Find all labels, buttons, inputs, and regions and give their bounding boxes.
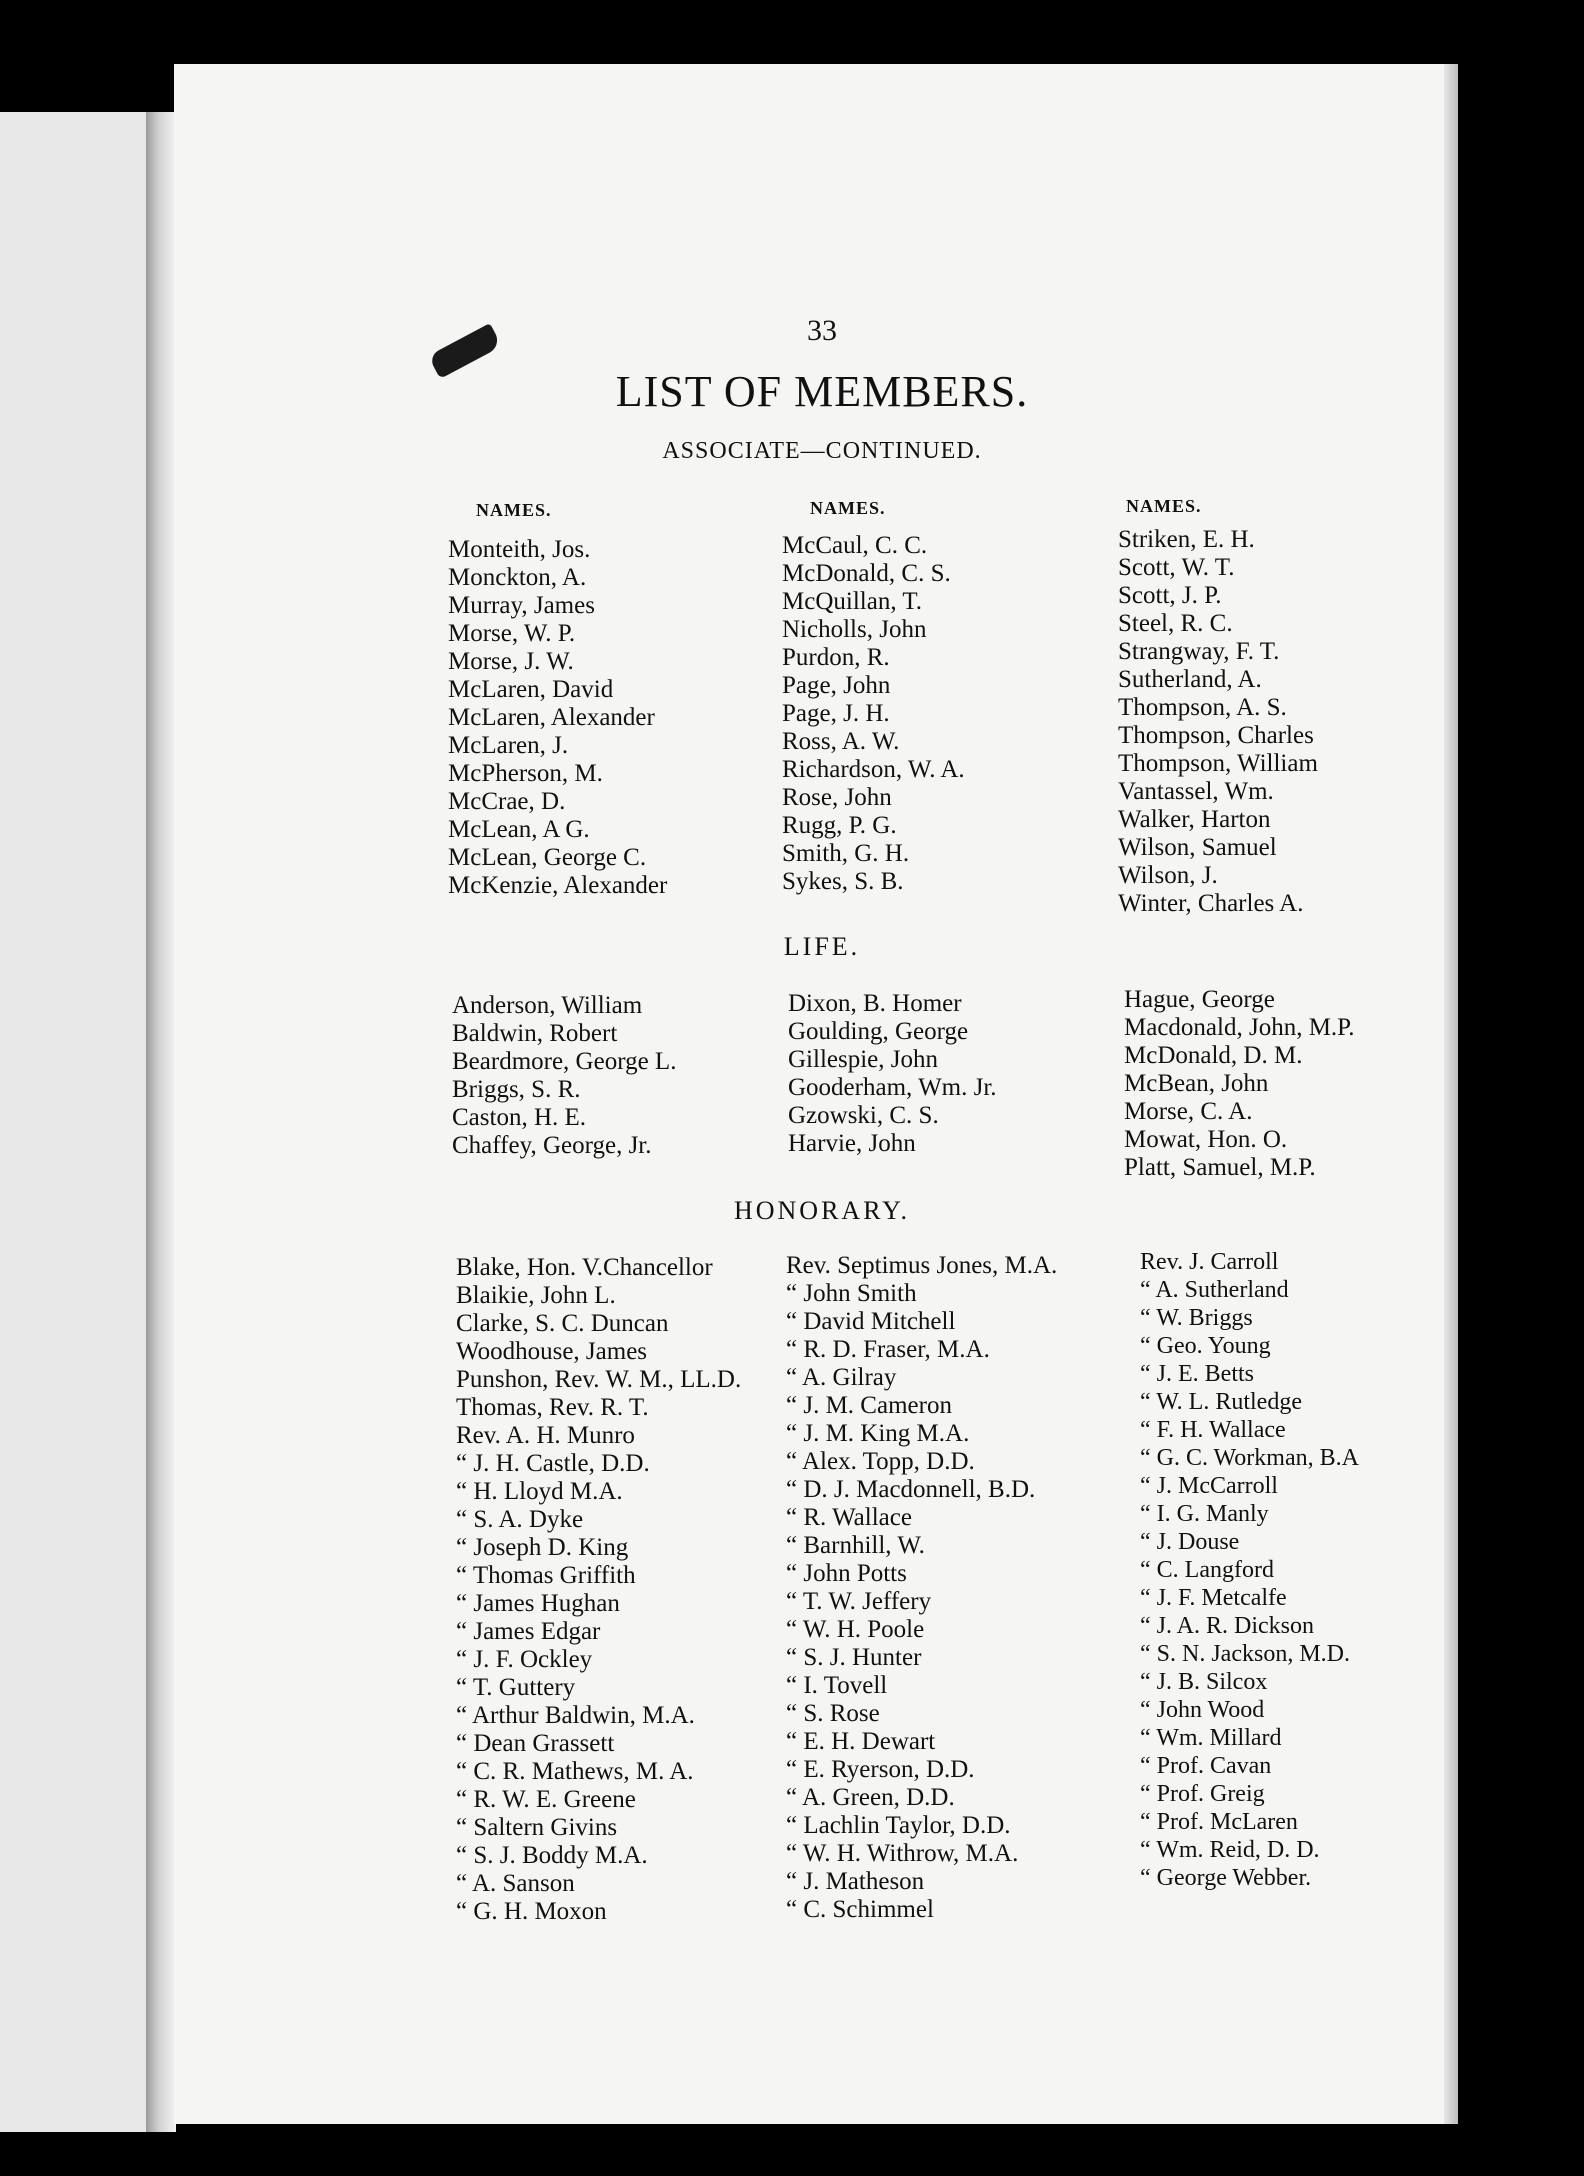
member-name: “ Wm. Reid, D. D. xyxy=(1140,1837,1320,1863)
life-column-3 xyxy=(1124,986,1355,1182)
member-name: “ Arthur Baldwin, M.A. xyxy=(456,1702,695,1729)
member-name: Scott, J. P. xyxy=(1118,582,1222,609)
page-number: 33 xyxy=(807,314,837,347)
member-name: “ J. F. Metcalfe xyxy=(1140,1585,1287,1611)
member-name: “ A. Gilray xyxy=(786,1364,897,1391)
member-name: “ David Mitchell xyxy=(786,1308,956,1335)
member-name: Clarke, S. C. Duncan xyxy=(456,1310,669,1337)
member-name: “ S. J. Boddy M.A. xyxy=(456,1842,648,1869)
member-name: McLaren, David xyxy=(448,676,614,703)
member-name: “ J. Matheson xyxy=(786,1868,925,1895)
member-name: “ A. Sutherland xyxy=(1140,1277,1289,1303)
member-name: Murray, James xyxy=(448,592,595,619)
member-name: “ J. B. Silcox xyxy=(1140,1669,1268,1695)
life-column-1 xyxy=(452,992,676,1160)
member-name: “ Saltern Givins xyxy=(456,1814,618,1841)
honorary-column-3 xyxy=(1140,1248,1359,1892)
column-header: NAMES. xyxy=(476,500,552,520)
member-name: Gooderham, Wm. Jr. xyxy=(788,1074,997,1101)
member-name: Punshon, Rev. W. M., LL.D. xyxy=(456,1366,742,1393)
member-name: “ C. Schimmel xyxy=(786,1896,934,1923)
member-name: Thompson, William xyxy=(1118,750,1318,777)
member-name: Purdon, R. xyxy=(782,644,890,671)
member-name: Caston, H. E. xyxy=(452,1104,587,1131)
life-heading: LIFE. xyxy=(783,932,861,961)
member-name: “ E. H. Dewart xyxy=(786,1728,936,1755)
member-name: Harvie, John xyxy=(788,1130,916,1157)
member-name: Woodhouse, James xyxy=(456,1338,648,1365)
member-name: McKenzie, Alexander xyxy=(448,872,668,899)
member-name: “ W. Briggs xyxy=(1140,1305,1253,1331)
member-name: McCrae, D. xyxy=(448,788,566,815)
member-name: “ George Webber. xyxy=(1140,1865,1312,1891)
member-name: McLean, George C. xyxy=(448,844,647,871)
member-name: “ G. C. Workman, B.A xyxy=(1140,1445,1359,1471)
member-name: Blaikie, John L. xyxy=(456,1282,616,1309)
member-name: “ Lachlin Taylor, D.D. xyxy=(786,1812,1011,1839)
member-name: Morse, C. A. xyxy=(1124,1098,1253,1125)
member-name: “ John Smith xyxy=(786,1280,917,1307)
member-name: Nicholls, John xyxy=(782,616,927,643)
member-name: “ Wm. Millard xyxy=(1140,1725,1282,1751)
member-name: “ R. D. Fraser, M.A. xyxy=(786,1336,990,1363)
member-name: “ Joseph D. King xyxy=(456,1534,629,1561)
member-name: “ S. Rose xyxy=(786,1700,880,1727)
member-name: Briggs, S. R. xyxy=(452,1076,581,1103)
member-name: “ W. L. Rutledge xyxy=(1140,1389,1302,1415)
member-name: “ R. Wallace xyxy=(786,1504,912,1531)
member-name: “ John Wood xyxy=(1140,1697,1265,1723)
member-name: Chaffey, George, Jr. xyxy=(452,1132,652,1159)
member-name: Wilson, J. xyxy=(1118,862,1218,889)
member-name: Gillespie, John xyxy=(788,1046,938,1073)
member-name: “ I. Tovell xyxy=(786,1672,888,1699)
member-name: McLean, A G. xyxy=(448,816,590,843)
honorary-column-2 xyxy=(786,1252,1057,1924)
honorary-heading: HONORARY. xyxy=(733,1196,911,1225)
member-name: “ J. McCarroll xyxy=(1140,1473,1278,1499)
member-name: Rev. Septimus Jones, M.A. xyxy=(786,1252,1058,1279)
member-name: “ S. N. Jackson, M.D. xyxy=(1140,1641,1350,1667)
member-name: Sykes, S. B. xyxy=(782,868,904,895)
member-name: Rugg, P. G. xyxy=(782,812,897,839)
member-name: “ Prof. Cavan xyxy=(1140,1753,1272,1779)
member-name: “ S. J. Hunter xyxy=(786,1644,922,1671)
column-header: NAMES. xyxy=(1126,496,1202,516)
member-name: McQuillan, T. xyxy=(782,588,923,615)
member-name: “ G. H. Moxon xyxy=(456,1898,607,1925)
member-name: “ J. M. Cameron xyxy=(786,1392,952,1419)
member-name: “ C. Langford xyxy=(1140,1557,1274,1583)
member-name: “ J. Douse xyxy=(1140,1529,1240,1555)
member-name: Dixon, B. Homer xyxy=(788,990,962,1017)
member-name: Smith, G. H. xyxy=(782,840,910,867)
member-name: McDonald, C. S. xyxy=(782,560,951,587)
member-name: Morse, J. W. xyxy=(448,648,574,675)
member-name: McBean, John xyxy=(1124,1070,1269,1097)
member-name: Steel, R. C. xyxy=(1118,610,1233,637)
member-name: Macdonald, John, M.P. xyxy=(1124,1014,1355,1041)
member-name: “ Geo. Young xyxy=(1140,1333,1271,1359)
member-name: Mowat, Hon. O. xyxy=(1124,1126,1288,1153)
member-name: Thomas, Rev. R. T. xyxy=(456,1394,649,1421)
member-name: “ I. G. Manly xyxy=(1140,1501,1269,1527)
member-name: “ J. H. Castle, D.D. xyxy=(456,1450,650,1477)
member-name: “ Prof. McLaren xyxy=(1140,1809,1298,1835)
member-name: Walker, Harton xyxy=(1118,806,1271,833)
member-name: “ T. Guttery xyxy=(456,1674,576,1701)
member-name: Anderson, William xyxy=(452,992,643,1019)
member-name: “ Alex. Topp, D.D. xyxy=(786,1448,975,1475)
member-name: “ J. E. Betts xyxy=(1140,1361,1254,1387)
member-name: Richardson, W. A. xyxy=(782,756,965,783)
member-name: “ D. J. Macdonnell, B.D. xyxy=(786,1476,1036,1503)
member-name: Vantassel, Wm. xyxy=(1118,778,1274,805)
member-name: Gzowski, C. S. xyxy=(788,1102,939,1129)
member-name: Scott, W. T. xyxy=(1118,554,1235,581)
member-name: “ Dean Grassett xyxy=(456,1730,615,1757)
member-name: “ F. H. Wallace xyxy=(1140,1417,1286,1443)
member-name: Baldwin, Robert xyxy=(452,1020,618,1047)
member-name: Beardmore, George L. xyxy=(452,1048,677,1075)
member-name: Rev. A. H. Munro xyxy=(456,1422,635,1449)
member-name: Morse, W. P. xyxy=(448,620,576,647)
member-name: “ E. Ryerson, D.D. xyxy=(786,1756,975,1783)
member-name: “ J. F. Ockley xyxy=(456,1646,593,1673)
associate-column-1 xyxy=(448,536,667,900)
page-title: LIST OF MEMBERS. xyxy=(615,367,1029,416)
member-name: “ S. A. Dyke xyxy=(456,1506,584,1533)
member-name: “ H. Lloyd M.A. xyxy=(456,1478,623,1505)
associate-column-2 xyxy=(782,532,965,896)
honorary-column-1 xyxy=(456,1254,741,1926)
column-header: NAMES. xyxy=(810,498,886,518)
member-name: Ross, A. W. xyxy=(782,728,900,755)
member-name: Hague, George xyxy=(1124,986,1275,1013)
member-name: McLaren, Alexander xyxy=(448,704,655,731)
member-name: “ John Potts xyxy=(786,1560,907,1587)
member-name: McPherson, M. xyxy=(448,760,603,787)
member-name: Page, J. H. xyxy=(782,700,890,727)
member-name: Rose, John xyxy=(782,784,892,811)
member-name: Sutherland, A. xyxy=(1118,666,1262,693)
member-name: Blake, Hon. V.Chancellor xyxy=(456,1254,713,1281)
member-name: “ A. Sanson xyxy=(456,1870,575,1897)
member-name: “ J. M. King M.A. xyxy=(786,1420,970,1447)
member-name: Rev. J. Carroll xyxy=(1140,1249,1279,1275)
member-name: “ James Hughan xyxy=(456,1590,620,1617)
member-name: Page, John xyxy=(782,672,891,699)
member-name: “ A. Green, D.D. xyxy=(786,1784,955,1811)
member-name: Wilson, Samuel xyxy=(1118,834,1277,861)
member-name: McCaul, C. C. xyxy=(782,532,928,559)
member-name: Monteith, Jos. xyxy=(448,536,591,563)
associate-column-3 xyxy=(1118,526,1318,918)
member-name: “ Thomas Griffith xyxy=(456,1562,636,1589)
member-name: “ Prof. Greig xyxy=(1140,1781,1265,1807)
member-name: Strangway, F. T. xyxy=(1118,638,1280,665)
member-name: Platt, Samuel, M.P. xyxy=(1124,1154,1316,1181)
member-name: McDonald, D. M. xyxy=(1124,1042,1303,1069)
section-subtitle: ASSOCIATE—CONTINUED. xyxy=(662,438,982,464)
member-name: “ T. W. Jeffery xyxy=(786,1588,932,1615)
member-name: “ W. H. Poole xyxy=(786,1616,925,1643)
member-name: Winter, Charles A. xyxy=(1118,890,1304,917)
member-name: “ R. W. E. Greene xyxy=(456,1786,636,1813)
member-name: “ James Edgar xyxy=(456,1618,601,1645)
member-name: Striken, E. H. xyxy=(1118,526,1255,553)
member-name: “ W. H. Withrow, M.A. xyxy=(786,1840,1019,1867)
member-name: Thompson, A. S. xyxy=(1118,694,1287,721)
member-name: Goulding, George xyxy=(788,1018,969,1045)
member-name: “ Barnhill, W. xyxy=(786,1532,925,1559)
member-name: “ J. A. R. Dickson xyxy=(1140,1613,1314,1639)
life-column-2 xyxy=(788,990,997,1158)
member-name: Monckton, A. xyxy=(448,564,587,591)
member-name: “ C. R. Mathews, M. A. xyxy=(456,1758,694,1785)
member-name: Thompson, Charles xyxy=(1118,722,1314,749)
member-name: McLaren, J. xyxy=(448,732,569,759)
